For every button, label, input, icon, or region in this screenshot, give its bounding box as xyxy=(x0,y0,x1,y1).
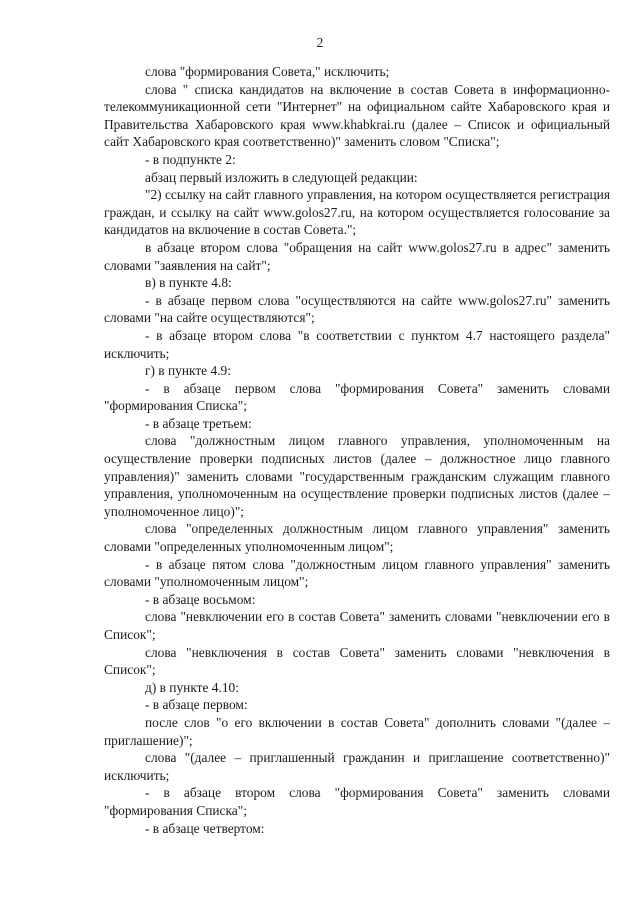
paragraph: - в абзаце третьем: xyxy=(145,415,252,431)
paragraph: - в абзаце пятом слова "должностным лицом главного управления" заменить словами "уполномоченным лицом"; xyxy=(104,556,610,590)
paragraph: - в абзаце восьмом: xyxy=(145,591,256,607)
paragraph: д) в пункте 4.10: xyxy=(145,679,239,695)
paragraph: слова "формирования Совета," исключить; xyxy=(145,64,390,79)
paragraph: слова "невключении его в состав Совета" заменить словами "невключении его в Список"; xyxy=(104,609,610,642)
paragraph: в абзаце втором слова "обращения на сайт www.golos27.ru в адрес" заменить словами "заявления на сайт"; xyxy=(104,239,610,273)
paragraph: - в абзаце четвертом: xyxy=(145,820,265,836)
paragraph: слова "должностным лицом главного управления, уполномоченным на осуществление проверки подписных листов (далее – должностное лицо главного управления)" заменить словами "государственным гражданским служащим главного управления, уполномоченным на осуществление проверки подписных листов (далее – уполномоченное лицо)"; xyxy=(104,433,610,519)
paragraph: слова "невключения в состав Совета" заменить словами "невключения в Список"; xyxy=(104,644,610,678)
page-number: 2 xyxy=(316,35,324,50)
paragraph: слова " списка кандидатов на включение в состав Совета в информационно-телекоммуникационной сети "Интернет" на официальном сайте Хабаровского края и Правительства Хабаровского края www.khabkrai.ru (далее – Список и официальный сайт Хабаровского края соответственно)" заменить словом "Списка"; xyxy=(104,81,610,150)
paragraph: абзац первый изложить в следующей редакции: xyxy=(145,169,418,185)
paragraph: после слов "о его включении в состав Совета" дополнить словами "(далее – приглашение)"; xyxy=(104,714,610,748)
paragraph: в) в пункте 4.8: xyxy=(145,275,232,291)
paragraph: слова "(далее – приглашенный гражданин и приглашение соответственно)" исключить; xyxy=(104,750,610,783)
paragraph: - в абзаце первом: xyxy=(145,697,248,713)
paragraph: - в абзаце первом слова "формирования Совета" заменить словами "формирования Списка"; xyxy=(104,380,610,414)
paragraph: "2) ссылку на сайт главного управления, на котором осуществляется регистрация граждан, и ссылку на сайт www.golos27.ru, на котором осуществляется голосование за кандидатов на включение в состав Совета."; xyxy=(104,187,610,238)
paragraph: - в подпункте 2: xyxy=(145,151,236,167)
paragraph: - в абзаце втором слова "формирования Совета" заменить словами "формирования Списка"; xyxy=(104,785,610,818)
paragraph: - в абзаце втором слова "в соответствии с пунктом 4.7 настоящего раздела" исключить; xyxy=(104,327,610,361)
paragraph: г) в пункте 4.9: xyxy=(145,363,231,379)
document-body xyxy=(104,63,610,837)
paragraph: слова "определенных должностным лицом главного управления" заменить словами "определенных уполномоченным лицом"; xyxy=(104,521,610,555)
paragraph: - в абзаце первом слова "осуществляются на сайте www.golos27.ru" заменить словами "на сайте осуществляются"; xyxy=(104,292,610,326)
